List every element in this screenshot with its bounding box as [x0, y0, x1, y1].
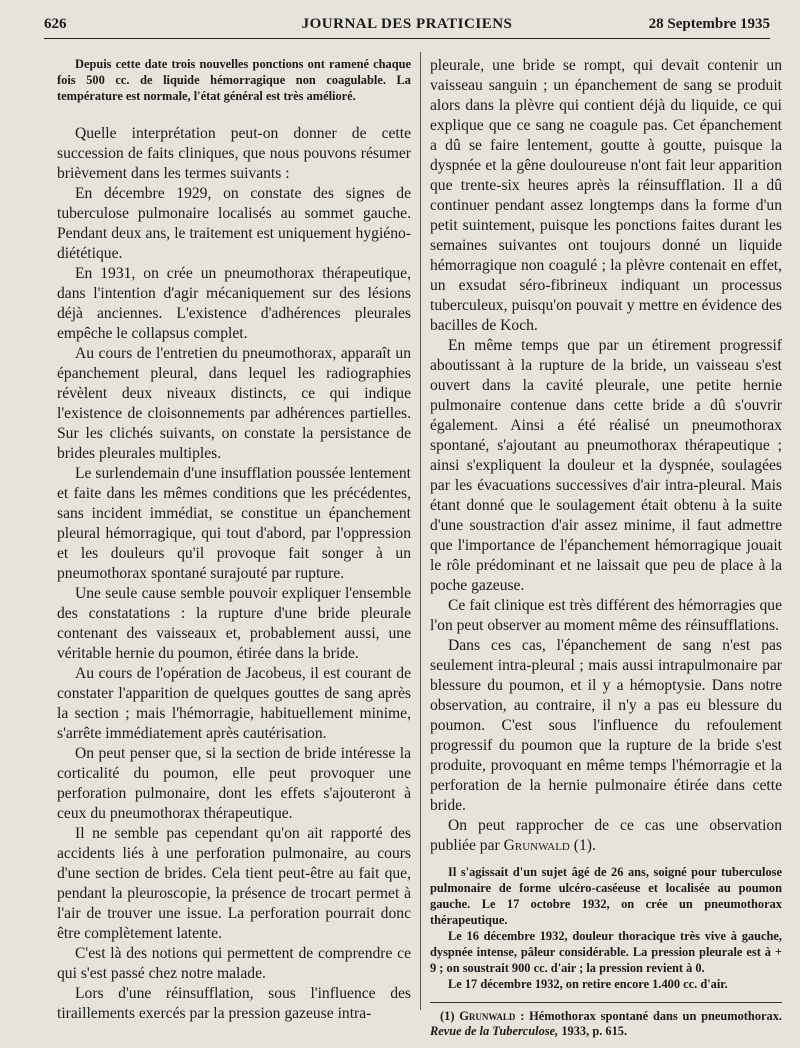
issue-date: 28 Septembre 1935 — [648, 16, 770, 32]
paragraph: Au cours de l'entretien du pneumothorax, apparaît un épanchement pleural, dans lequel les radiographies révèlent deux niveaux distincts, ce qui indique l'existence de cloisonnements par adhérences partielles. Sur les clichés suivants, on constate la persistance de brides pleurales multiples. — [57, 345, 411, 462]
citation-author: Grunwald — [503, 837, 570, 854]
footnote-end: 1933, p. 615. — [558, 1024, 628, 1038]
footnote-mark: (1) — [440, 1009, 460, 1023]
case-note: Le 17 décembre 1932, on retire encore 1.400 cc. d'air. — [448, 977, 728, 991]
column-divider — [420, 52, 421, 1010]
paragraph: En même temps que par un étirement progressif aboutissant à la rupture de la bride, un vaisseau s'est ouvert dans la cavité pleurale, une petite hernie pulmonaire contenue dans cette bride a dû s'ouvrir également. Ainsi a été réalisé un pneumothorax spontané, s'ajoutant au pneumothorax thérapeutique ; ainsi s'expliquent la douleur et la dyspnée, soulagées par les évacuations successives d'air intra-pleural. Mais étant donné que le soulagement était obtenu à la suite d'une soustraction d'air assez minime, il faut admettre que l'importance de l'épanchement hémorragique jouait le rôle prédominant et ne laissait que peu de place à la poche gazeuse. — [430, 337, 782, 594]
page-number: 626 — [44, 16, 67, 32]
paragraph: Au cours de l'opération de Jacobeus, il est courant de constater l'apparition de quelques gouttes de sang après la section ; mais l'hémorragie, habituellement minime, s'arrête immédiatement après cautérisation. — [57, 665, 411, 742]
case-note: Le 16 décembre 1932, douleur thoracique très vive à gauche, dyspnée intense, pâleur considérable. La pression pleurale est à + 9 ; on soustrait 900 cc. d'air ; la pression revient à 0. — [430, 929, 782, 975]
paragraph: Une seule cause semble pouvoir expliquer l'ensemble des constatations : la rupture d'une bride pleurale contenant des vaisseaux et, probablement aussi, une véritable hernie du poumon, étirée dans la bride. — [57, 585, 411, 662]
paragraph: En décembre 1929, on constate des signes de tuberculose pulmonaire localisés au sommet gauche. Pendant deux ans, le traitement est uniquement hygiéno-diététique. — [57, 185, 411, 262]
case-note: Il s'agissait d'un sujet âgé de 26 ans, soigné pour tuberculose pulmonaire de forme ulcéro-caséeuse et localisée au poumon gauche. Le 17 octobre 1932, on crée un pneumothorax thérapeutique. — [430, 865, 782, 927]
paragraph: Le surlendemain d'une insufflation poussée lentement et faite dans les mêmes conditions que les précédentes, sans incident immédiat, se constitue un épanchement pleural hémorragique, qui tout d'abord, par l'oppression et les douleurs qu'il provoque fait songer à un pneumothorax spontané surajouté par rupture. — [57, 465, 411, 582]
paragraph: Lors d'une réinsufflation, sous l'influence des tiraillements exercés par la pression gazeuse intra- — [57, 985, 411, 1022]
citation-text: On peut rapprocher de ce cas une observation publiée par — [430, 817, 782, 854]
footnote-author: Grunwald — [459, 1009, 516, 1023]
page-header — [44, 14, 770, 39]
footnote-text: : Hémothorax spontané dans un pneumothorax. — [515, 1009, 783, 1023]
left-column — [57, 56, 411, 1024]
footnote-journal: Revue de la Tuberculose, — [430, 1024, 559, 1038]
paragraph: En 1931, on crée un pneumothorax thérapeutique, dans l'intention d'agir mécaniquement sur des lésions déjà anciennes. L'existence d'adhérences pleurales empêche le collapsus complet. — [57, 265, 411, 342]
footnote — [430, 1009, 782, 1039]
case-note-intro: Depuis cette date trois nouvelles ponctions ont ramené chaque fois 500 cc. de liquide hémorragique non coagulable. La température est normale, l'état général est très amélioré. — [57, 57, 411, 103]
paragraph: Dans ces cas, l'épanchement de sang n'est pas seulement intra-pleural ; mais aussi intrapulmonaire par blessure du poumon, et il y a hémoptysie. Dans notre observation, au contraire, il n'y a pas eu blessure du poumon. C'est sous l'influence du refoulement progressif du poumon que la rupture de la bride s'est produite, provoquant en même temps l'hémorragie et la perforation de la hernie pulmonaire étirée dans cette bride. — [430, 637, 782, 814]
paragraph: C'est là des notions qui permettent de comprendre ce qui s'est passé chez notre malade. — [57, 945, 411, 982]
right-column — [430, 56, 782, 1039]
paragraph: Ce fait clinique est très différent des hémorragies que l'on peut observer au moment même des réinsufflations. — [430, 597, 782, 634]
journal-title: JOURNAL DES PRATICIENS — [301, 16, 513, 32]
footnote-rule — [430, 1002, 782, 1003]
paragraph-citation — [430, 816, 782, 856]
paragraph: Il ne semble pas cependant qu'on ait rapporté des accidents liés à une perforation pulmonaire, au cours d'une section de brides. Cela tient peut-être au fait que, pendant la pleuroscopie, la présence de trocart permet à l'air de trouver une issue. La perforation pourrait donc être complètement latente. — [57, 825, 411, 942]
paragraph: Quelle interprétation peut-on donner de cette succession de faits cliniques, que nous pouvons résumer brièvement dans les termes suivants : — [57, 125, 411, 182]
citation-ref: (1). — [569, 837, 596, 854]
paragraph: pleurale, une bride se rompt, qui devait contenir un vaisseau sanguin ; un épanchement de sang se produit alors dans la plèvre qui contient déjà du liquide, ce qui explique que ce sang ne coagule pas. Cet épanchement a dû se faire lentement, goutte à goutte, puisque la dyspnée et la gêne douloureuse n'ont fait leur apparition que trente-six heures après la réinsufflation. Il a dû continuer pendant assez longtemps dans la forme d'un petit suintement, puisque les ponctions faites durant les semaines suivantes ont toujours donné un liquide hémorragique non coagulé ; la plèvre contenait en effet, un exsudat séro-fibrineux indiquant un processus tuberculeux, puisqu'on pouvait y mettre en évidence des bacilles de Koch. — [430, 57, 782, 334]
paragraph: On peut penser que, si la section de bride intéresse la corticalité du poumon, elle peut provoquer une perforation pulmonaire, dont les effets s'ajouteront à ceux du pneumothorax thérapeutique. — [57, 745, 411, 822]
